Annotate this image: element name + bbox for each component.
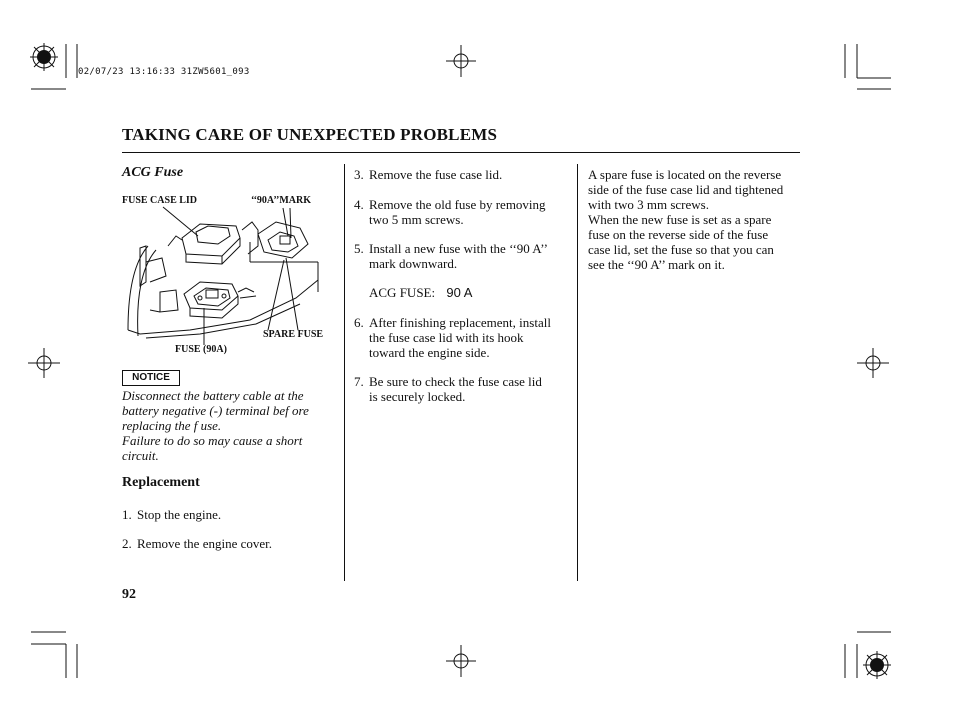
notice-line: Failure to do so may cause a short <box>122 433 303 448</box>
figure-label-spare-fuse: SPARE FUSE <box>263 329 324 340</box>
step-line: Remove the fuse case lid. <box>369 167 503 182</box>
step-text <box>369 241 548 271</box>
print-timestamp: 02/07/23 13:16:33 31ZW5601_093 <box>78 67 250 77</box>
step-line: Remove the old fuse by removing <box>369 197 546 212</box>
notice-line: replacing the f use. <box>122 418 222 433</box>
paragraph-line: with two 3 mm screws. <box>588 197 709 212</box>
step-text <box>369 197 546 227</box>
step-text <box>369 315 551 360</box>
figure-label-fuse: FUSE (90A) <box>175 344 227 355</box>
paragraph-line: case lid, set the fuse so that you can <box>588 242 774 257</box>
step-line: two 5 mm screws. <box>369 212 464 227</box>
notice-badge: NOTICE <box>122 370 180 386</box>
step-line: toward the engine side. <box>369 345 490 360</box>
page-title: TAKING CARE OF UNEXPECTED PROBLEMS <box>122 125 498 144</box>
acg-fuse-label: ACG FUSE: <box>369 285 436 300</box>
paragraph-line: A spare fuse is located on the reverse <box>588 167 782 182</box>
figure-label-mark: ‘‘90A’’MARK <box>251 195 311 206</box>
acg-fuse-value: 90 A <box>446 285 473 300</box>
paragraph-line: side of the fuse case lid and tightened <box>588 182 784 197</box>
step-line: the fuse case lid with its hook <box>369 330 524 345</box>
step-number: 1. <box>122 507 132 522</box>
notice-line: Disconnect the battery cable at the <box>122 388 304 403</box>
step-line: After finishing replacement, install <box>369 315 551 330</box>
notice-text <box>122 388 337 463</box>
step-number: 3. <box>354 167 364 182</box>
step-number: 5. <box>354 241 364 256</box>
step-line: Be sure to check the fuse case lid <box>369 374 542 389</box>
paragraph-line: see the ‘‘90 A’’ mark on it. <box>588 257 725 272</box>
step-number: 6. <box>354 315 364 330</box>
step-text <box>369 167 502 182</box>
step-line: is securely locked. <box>369 389 466 404</box>
step-text <box>369 374 542 404</box>
column-divider <box>344 164 345 581</box>
registration-mark-icon <box>863 651 891 679</box>
notice-line: circuit. <box>122 448 159 463</box>
column-divider <box>577 164 578 581</box>
step-number: 2. <box>122 536 132 551</box>
step-text: Stop the engine. <box>137 507 222 522</box>
paragraph-line: When the new fuse is set as a spare <box>588 212 772 227</box>
title-rule <box>122 152 800 153</box>
step-number: 4. <box>354 197 364 212</box>
notice-line: battery negative (-) terminal bef ore <box>122 403 309 418</box>
step-line: Install a new fuse with the ‘‘90 A’’ <box>369 241 548 256</box>
spare-fuse-paragraph <box>588 167 808 272</box>
step-line: mark downward. <box>369 256 458 271</box>
section-subheading: ACG Fuse <box>122 165 184 180</box>
replacement-heading: Replacement <box>122 475 200 490</box>
step-text: Remove the engine cover. <box>137 536 273 551</box>
registration-mark-icon <box>30 43 58 71</box>
figure-label-case-lid: FUSE CASE LID <box>122 195 198 206</box>
step-number: 7. <box>354 374 364 389</box>
page-number: 92 <box>122 587 136 602</box>
acg-fuse-spec <box>369 285 472 300</box>
paragraph-line: fuse on the reverse side of the fuse <box>588 227 769 242</box>
